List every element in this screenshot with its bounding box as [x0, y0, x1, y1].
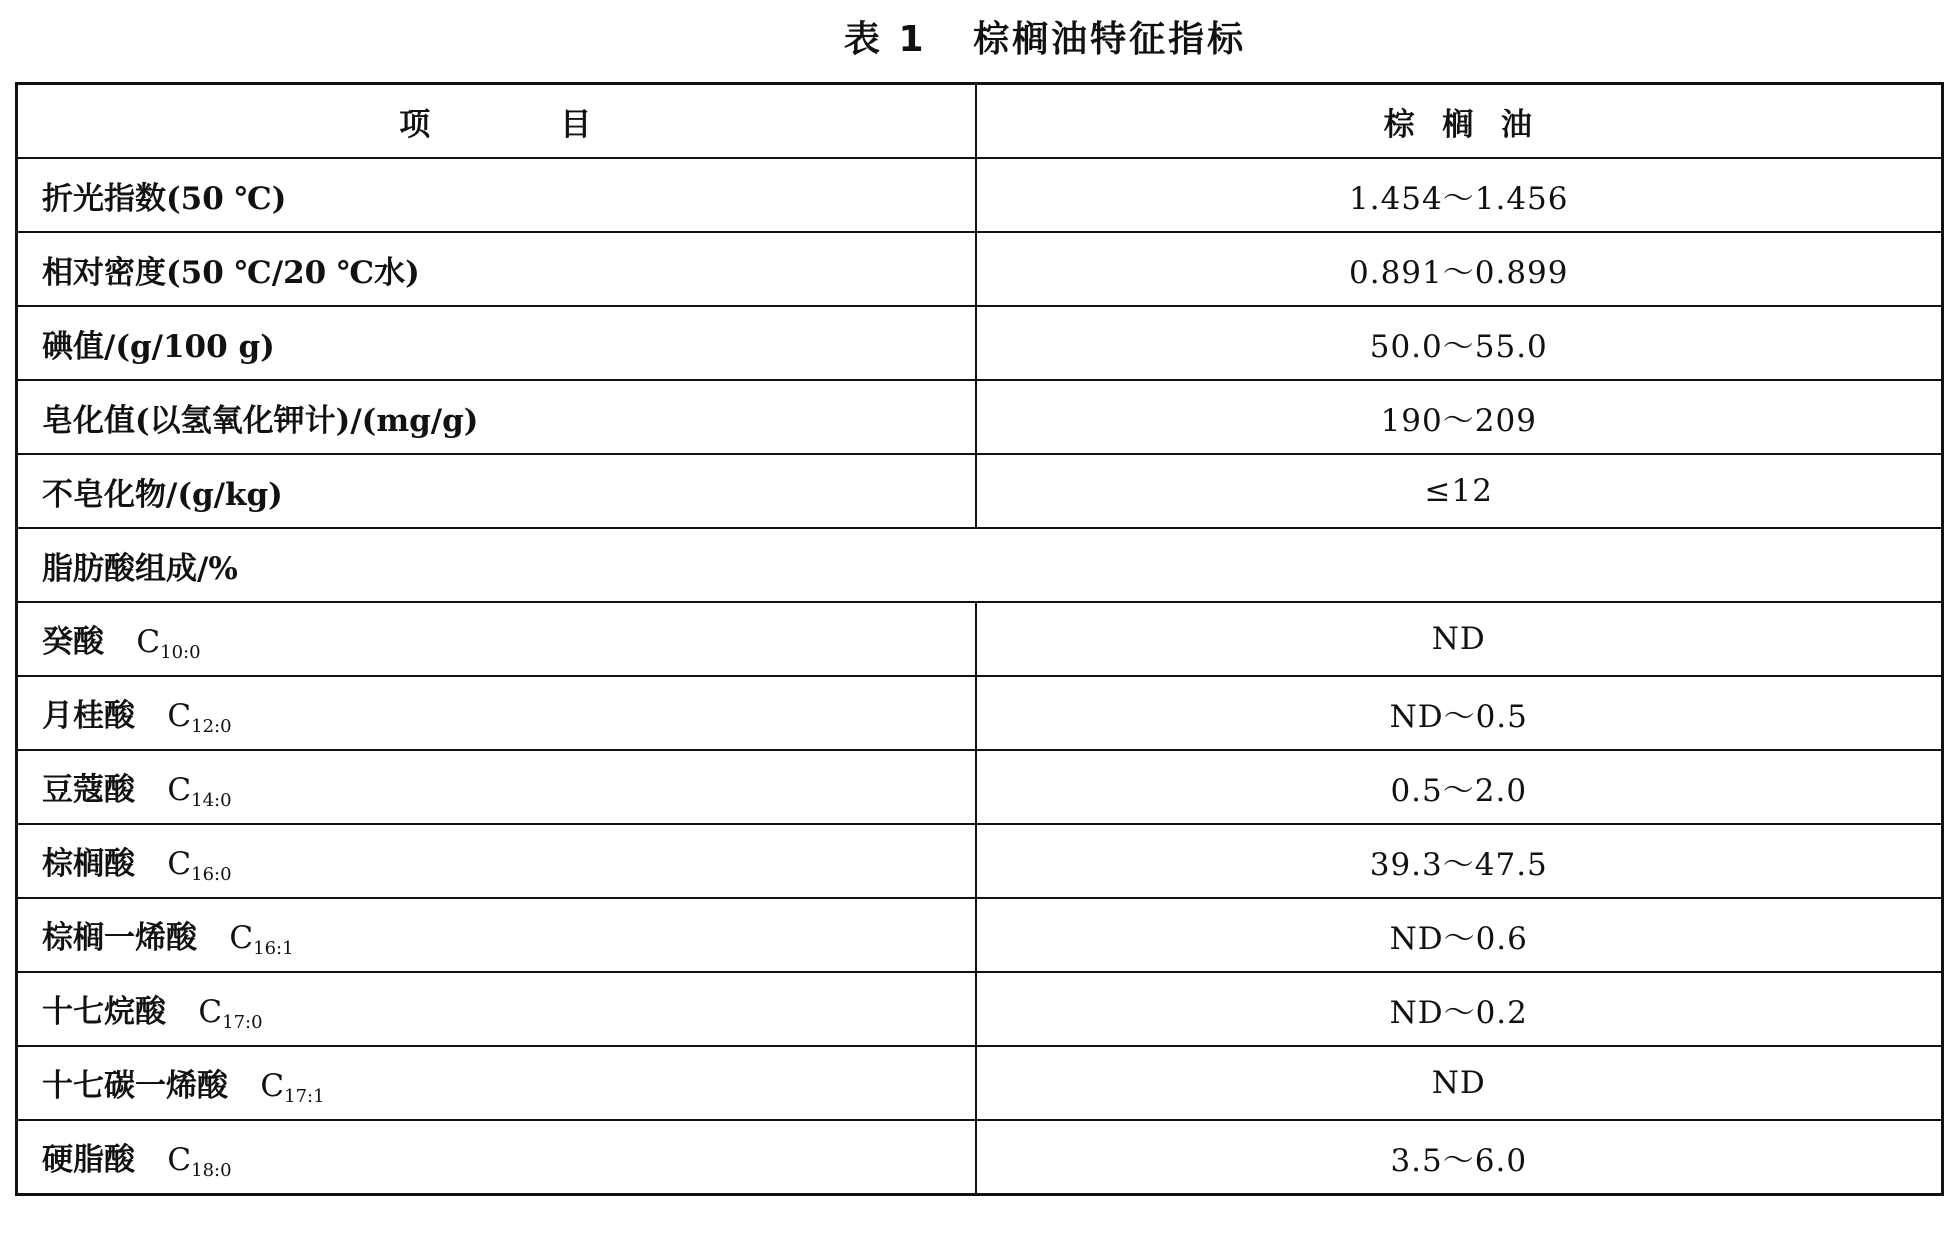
header-item: 项 目: [17, 84, 976, 159]
row-item: 十七碳一烯酸 $C_{17:1}$: [17, 1046, 976, 1120]
row-item: 硬脂酸 $C_{18:0}$: [17, 1120, 976, 1195]
header-palm-oil: 棕 榈 油: [976, 84, 1943, 159]
row-item: 豆蔻酸 $C_{14:0}$: [17, 750, 976, 824]
row-value: 39.3～47.5: [976, 824, 1943, 898]
row-item: 棕榈一烯酸 $C_{16:1}$: [17, 898, 976, 972]
table-row: [17, 898, 1943, 972]
row-item: 相对密度(50 ℃/20 ℃水): [17, 232, 976, 306]
row-item: 不皂化物/(g/kg): [17, 454, 976, 528]
row-value: 0.5～2.0: [976, 750, 1943, 824]
table-row: [17, 454, 1943, 528]
row-value: ND～0.2: [976, 972, 1943, 1046]
table-row-section: [17, 528, 1943, 602]
row-value: ND: [976, 602, 1943, 676]
row-value: 50.0～55.0: [976, 306, 1943, 380]
table-row: [17, 824, 1943, 898]
table-row: [17, 602, 1943, 676]
row-value: 0.891～0.899: [976, 232, 1943, 306]
row-value: ≤12: [976, 454, 1943, 528]
table-row: [17, 750, 1943, 824]
table-row: [17, 158, 1943, 232]
table-title: 表 1 棕榈油特征指标: [843, 19, 1247, 60]
row-value: ND～0.6: [976, 898, 1943, 972]
table-row: [17, 1046, 1943, 1120]
row-item: 月桂酸 $C_{12:0}$: [17, 676, 976, 750]
row-value: 3.5～6.0: [976, 1120, 1943, 1195]
row-item: 碘值/(g/100 g): [17, 306, 976, 380]
row-value: 1.454～1.456: [976, 158, 1943, 232]
palm-oil-spec-table: [15, 82, 1944, 1196]
table-row: [17, 232, 1943, 306]
row-item: 皂化值(以氢氧化钾计)/(mg/g): [17, 380, 976, 454]
table-row: [17, 380, 1943, 454]
row-value: ND: [976, 1046, 1943, 1120]
table-row: [17, 1120, 1943, 1195]
row-value: ND～0.5: [976, 676, 1943, 750]
table-row: [17, 972, 1943, 1046]
row-item: 棕榈酸 $C_{16:0}$: [17, 824, 976, 898]
row-item: 折光指数(50 ℃): [17, 158, 976, 232]
row-item: 十七烷酸 $C_{17:0}$: [17, 972, 976, 1046]
table-row: [17, 676, 1943, 750]
row-value: 190～209: [976, 380, 1943, 454]
table-header-row: [17, 84, 1943, 159]
row-item: 癸酸 $C_{10:0}$: [17, 602, 976, 676]
table-row: [17, 306, 1943, 380]
section-fatty-acid-composition: 脂肪酸组成/%: [17, 528, 1943, 602]
